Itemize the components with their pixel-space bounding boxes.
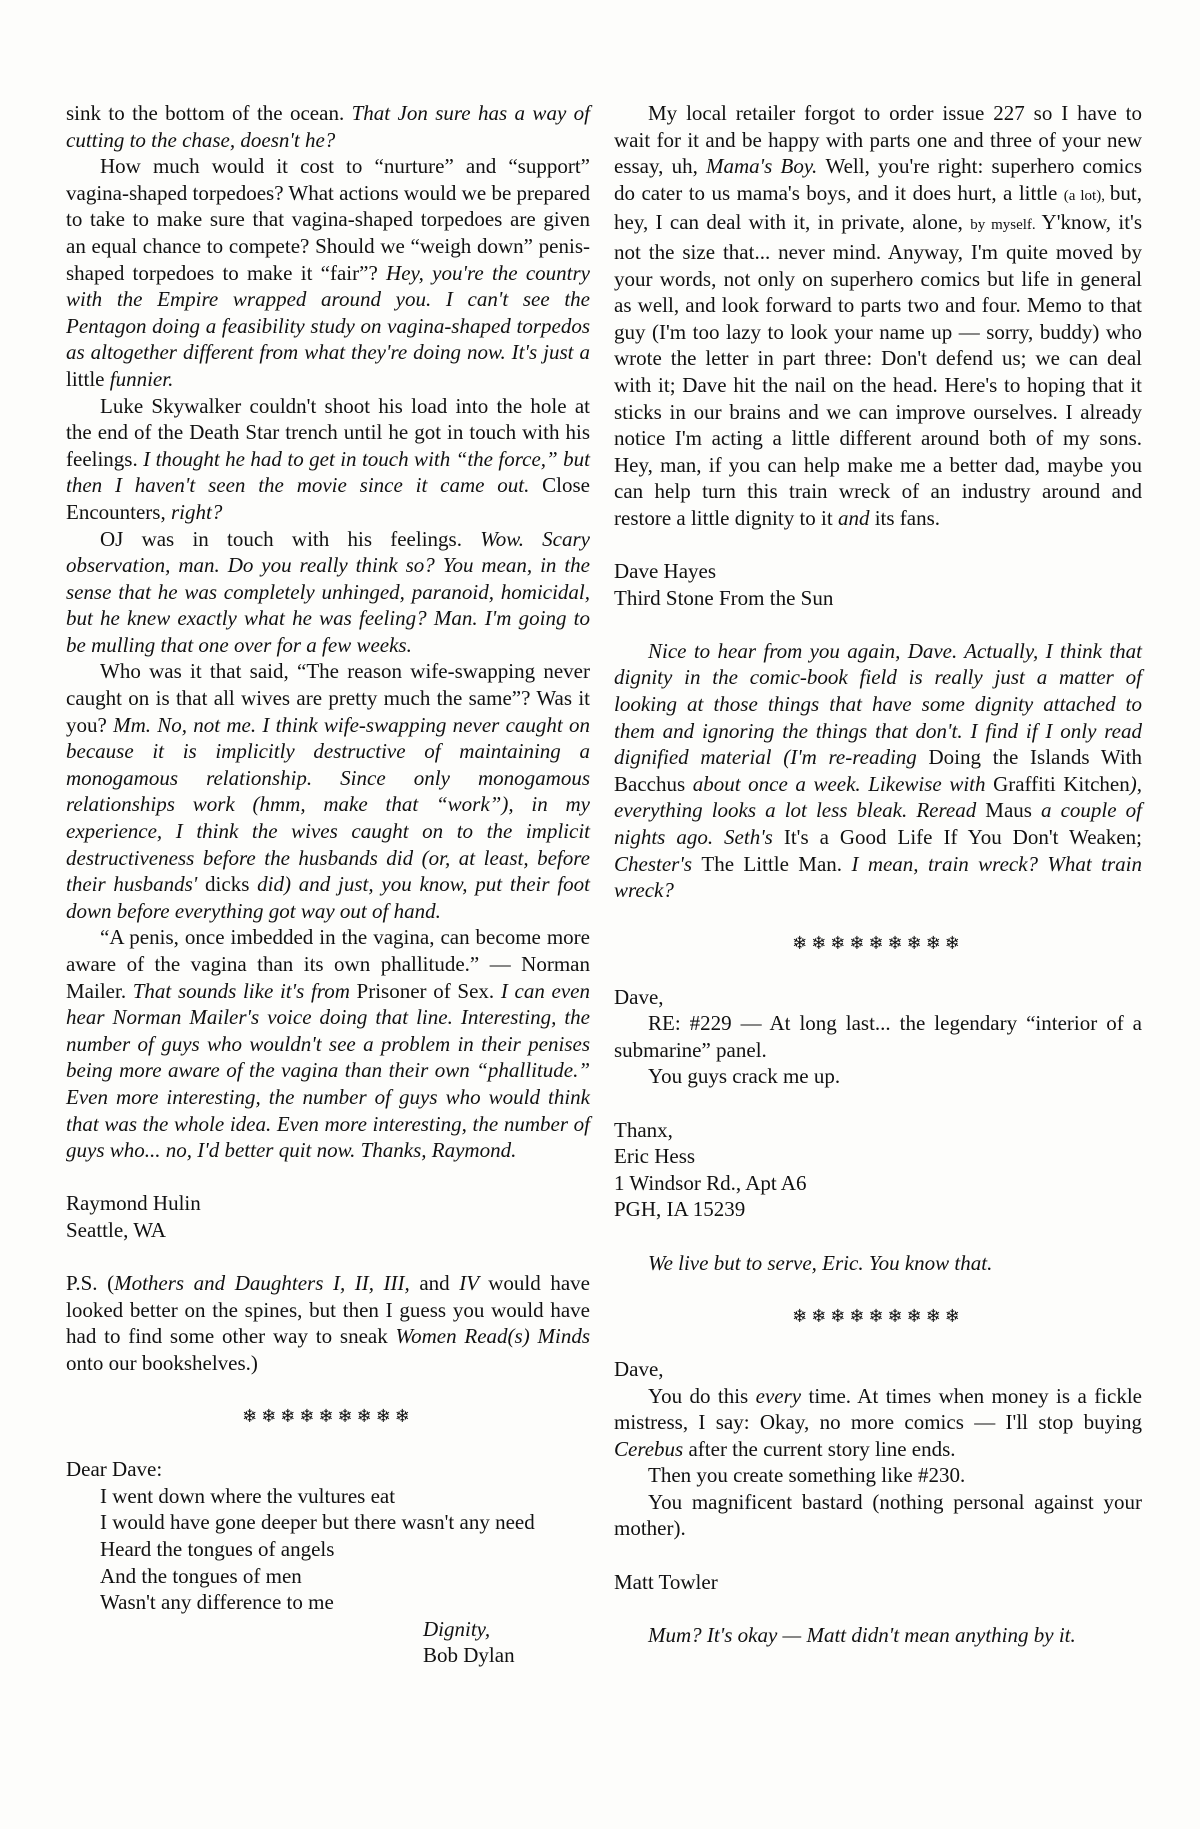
paragraph [66,153,590,392]
letter-text: Who was it that said, “The reason wife-swapping never caught on is that all wives are pretty much the same”? Was it you? [66,659,590,737]
editor-response: right? [170,499,223,524]
letter-text: Luke Skywalker couldn't shoot his load into the hole at the end of the Death Star trench until he got in touch with his feelings. [66,393,590,471]
poem-line: I went down where the vultures eat [100,1483,396,1508]
letter-text: sink to the bottom of the ocean. [66,101,352,125]
separator-snowflakes: ❄❄❄❄❄❄❄❄❄ [242,1406,414,1427]
paragraph: My local retailer forgot to order issue 227 so I have to wait for it and be happy with parts one and three of your new essay, uh, Mama's Boy. Well, you're right: superhero comics do cater to us mama's boys, and it does hurt, a little (a lot), but, hey, I can deal with it, in private, alone, by myself. Y'know, it's not the size that... never mind. Anyway, I'm quite moved by your words, not only on superhero comics but life in general as well, and look forward to parts two and four. Memo to that guy (I'm too lazy to look your name up — sorry, buddy) who wrote the letter in part three: Don't defend us; we can deal with it; Dave hit the nail on the head. Here's to hoping that it sticks in our brains and we can improve ourselves. I already notice I'm acting a little different around both of my sons. Hey, man, if you can help make me a better dad, maybe you can help turn this train wreck of an industry around and restore a little dignity to it and its fans. [614,101,1142,530]
greeting: Dave, [614,984,664,1009]
signature-name: Raymond Hulin [66,1191,201,1216]
editor-response: That sounds like it's from [132,978,357,1003]
editor-response: That Jon sure has a way of cutting to the chase, doesn't he? [66,101,590,152]
editor-response: We live but to serve, Eric. You know that. [648,1250,993,1275]
letter-text: dicks [205,872,258,897]
right-column [614,100,1142,1648]
letter-text: Close Encounters, [66,473,590,524]
closing-signature [66,1616,590,1669]
editor-response: I can even hear Norman Mailer's voice doing that line. Interesting, the number of guys who wouldn't see a problem in their penises being more aware of the vagina than their own “phallitude.” Even more interesting, the number of guys who would think that was the whole idea. Even more interesting, the number of guys who... no, I'd better quit now. Thanks, Raymond. [66,978,590,1163]
editor-response: Nice to hear from you again, Dave. Actually, I think that dignity in the comic-book field is really just a matter of looking at those things that have some dignity attached to them and ignoring the things that don't. I find if I only read dignified material (I'm re-reading Doing the Islands With Bacchus about once a week. Likewise with Graffiti Kitchen), everything looks a lot less bleak. Reread Maus a couple of nights ago. Seth's It's a Good Life If You Don't Weaken; Chester's The Little Man. I mean, train wreck? What train wreck? [614,638,1143,903]
letter-text: little [66,366,110,391]
letter-text: Prisoner of Sex. [356,978,501,1003]
editor-response: funnier. [109,366,174,391]
signature-address: PGH, IA 15239 [614,1197,746,1222]
poem-line: Wasn't any difference to me [100,1590,334,1615]
signature-name: Bob Dylan [423,1643,515,1668]
paragraph [66,526,590,659]
greeting: Dear Dave: [66,1457,163,1482]
paragraph: Then you create something like #230. [648,1463,966,1488]
closing-word: Dignity, [423,1616,491,1641]
signature-name: Matt Towler [614,1569,718,1594]
paragraph [66,924,590,1163]
paragraph: You magnificent bastard (nothing personal against your mother). [614,1489,1142,1541]
paragraph [66,393,590,526]
signature-name: Dave Hayes [614,559,717,584]
poem-line: Heard the tongues of angels [100,1537,335,1562]
editor-response: Wow. Scary observation, man. Do you really think so? You mean, in the sense that he was completely unhinged, paranoid, homicidal, but he knew exactly what he was feeling? Man. I'm going to be mulling that one over for a few weeks. [66,526,590,657]
signature: Thanx, Eric Hess 1 Windsor Rd., Apt A6 PGH, IA 15239 [614,1117,1142,1223]
editor-response: Mum? It's okay — Matt didn't mean anything by it. [648,1622,1076,1647]
postscript: P.S. (Mothers and Daughters I, II, III, and IV would have looked better on the spines, but then I guess you would have had to find some other way to sneak Women Read(s) Minds onto our bookshelves.) [66,1271,590,1375]
paragraph: You do this every time. At times when money is a fickle mistress, I say: Okay, no more comics — I'll stop buying Cerebus after the current story line ends. [614,1383,1142,1461]
left-column [66,100,590,1669]
letter-text: How much would it cost to “nurture” and “support” vagina-shaped torpedoes? What actions would we be prepared to take to make sure that vagina-shaped torpedoes are given an equal chance to compete? Should we “weigh down” penis-shaped torpedoes to make it “fair”? [66,154,590,285]
editor-response: Mm. No, not me. I think wife-swapping never caught on because it is implicitly destructive of maintaining a monogamous relationship. Since only monogamous relationships work (hmm, make that “work”), in my experience, I think the wives caught on to the implicit destructiveness before the husbands did (or, at least, before their husbands' [66,712,590,897]
editor-response: did) and just, you know, put their foot down before everything got way out of hand. [66,872,590,923]
paragraph: RE: #229 — At long last... the legendary “interior of a submarine” panel. [614,1011,1142,1062]
signature-location: Third Stone From the Sun [614,585,834,610]
poem-line: And the tongues of men [100,1563,302,1588]
separator-snowflakes: ❄❄❄❄❄❄❄❄❄ [792,933,964,954]
letter-text: OJ was in touch with his feelings. [100,526,481,551]
signature-address: 1 Windsor Rd., Apt A6 [614,1170,807,1195]
paragraph [66,100,590,153]
editor-response: I thought he had to get in touch with “the force,” but then I haven't seen the movie since it came out. [66,446,590,498]
signature [614,558,1142,611]
paragraph: You guys crack me up. [648,1064,841,1089]
signature-name: Eric Hess [614,1144,696,1169]
signature [66,1190,590,1243]
greeting: Dave, [614,1356,664,1381]
editor-response: Hey, you're the country with the Empire wrapped around you. I can't see the Pentagon doing a feasibility study on vagina-shaped torpedos as altogether different from what they're doing now. It's just a [66,260,590,365]
paragraph [66,658,590,924]
poem [66,1483,590,1616]
letter-text: “A penis, once imbedded in the vagina, can become more aware of the vagina than its own phallitude.” — Norman Mailer. [66,925,590,1003]
signature-location: Seattle, WA [66,1217,166,1242]
separator-snowflakes: ❄❄❄❄❄❄❄❄❄ [792,1305,964,1326]
poem-line: I would have gone deeper but there wasn't any need [100,1510,535,1535]
